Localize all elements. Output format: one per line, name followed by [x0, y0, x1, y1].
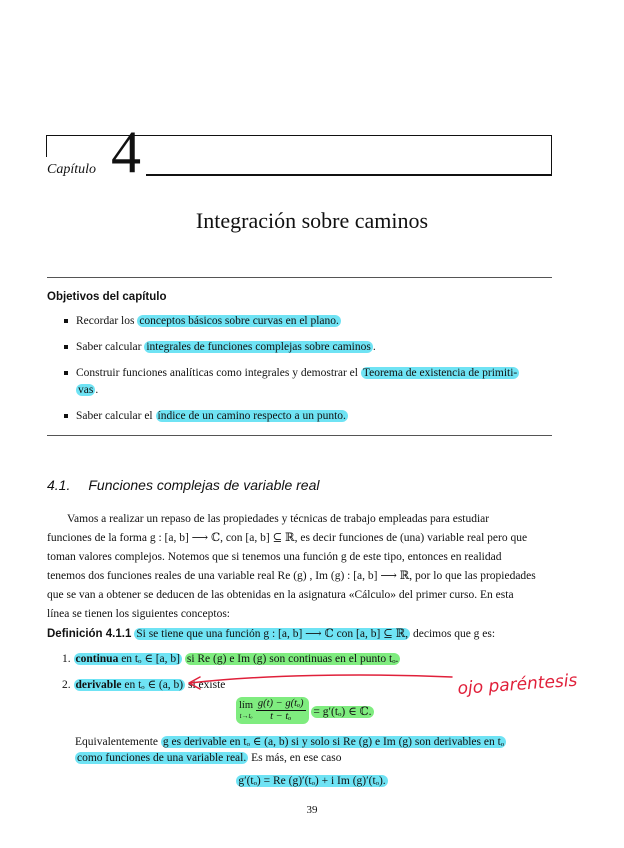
chapter-number: 4 — [111, 119, 141, 185]
objective-highlight: índice de un camino respecto a un punto. — [157, 410, 346, 422]
item-number: 2. — [62, 679, 71, 691]
equivalence-prefix: Equivalentemente — [75, 736, 161, 748]
objective-highlight: vas — [78, 384, 94, 396]
intro-line: tenemos dos funciones reales de una variable real Re (g) , Im (g) : [a, b] ⟶ ℝ, por lo que las propiedades — [47, 570, 536, 582]
equivalence-rest: Es más, en ese caso — [248, 752, 342, 764]
intro-line: funciones de la forma g : [a, b] ⟶ ℂ, con [a, b] ⊆ ℝ, es decir funciones de (una) variable real pero que — [47, 532, 528, 544]
item-condition: en tₒ ∈ (a, b) — [121, 679, 184, 691]
objective-text: Recordar los — [76, 315, 138, 327]
objectives-title: Objetivos del capítulo — [47, 291, 167, 303]
objective-text: Saber calcular — [76, 341, 145, 353]
definition-highlight: Si se tiene que una función g : [a, b] ⟶ ℂ con [a, b] ⊆ ℝ, — [136, 628, 409, 640]
decomposition-formula: g′(tₒ) = Re (g)′(tₒ) + i Im (g)′(tₒ). — [238, 775, 386, 787]
equivalence-highlight: como funciones de una variable real. — [77, 752, 247, 764]
page-number: 39 — [306, 804, 318, 816]
chapter-title: Integración sobre caminos — [195, 208, 429, 233]
annotation-arrow-line — [190, 675, 452, 683]
intro-line: línea se tienen los siguientes conceptos: — [47, 608, 230, 620]
objective-suffix: . — [95, 384, 99, 396]
annotation-text: ojo paréntesis — [456, 670, 578, 699]
fraction-denominator: t − tₒ — [270, 711, 292, 722]
item-term: derivable — [75, 679, 122, 691]
limit-operator: lím — [239, 699, 254, 711]
equivalence-highlight: g es derivable en tₒ ∈ (a, b) si y solo si Re (g) e Im (g) son derivables en tₒ — [162, 736, 505, 748]
intro-line: Vamos a realizar un repaso de las propiedades y técnicas de trabajo empleadas para estudiar — [67, 513, 490, 525]
item-condition: en tₒ ∈ [a, b] — [118, 653, 180, 665]
section-title: Funciones complejas de variable real — [88, 477, 320, 493]
item-green-highlight: si Re (g) e Im (g) son continuas en el punto tₒ. — [186, 653, 399, 665]
objective-highlight: Teorema de existencia de primiti- — [362, 367, 518, 379]
objective-highlight: conceptos básicos sobre curvas en el plano. — [139, 315, 339, 327]
objective-text: Saber calcular el — [76, 410, 156, 422]
section-number: 4.1. — [47, 477, 71, 493]
fraction-numerator: g(t) − g(tₒ) — [257, 698, 304, 709]
objective-highlight: integrales de funciones complejas sobre caminos — [146, 341, 371, 353]
derivative-result: = g′(tₒ) ∈ ℂ. — [313, 705, 372, 718]
definition-rest: decimos que g es: — [410, 628, 496, 640]
intro-line: que se van a obtener se deducen de las obtenidas en la asignatura «Cálculo» del primer curso. En esta — [47, 589, 514, 601]
limit-subscript: t→tₒ — [239, 711, 253, 720]
item-term: continua — [75, 653, 119, 665]
chapter-label: Capítulo — [47, 162, 97, 177]
intro-line: toman valores complejos. Notemos que si tenemos una función g de este tipo, entonces en realidad — [47, 551, 502, 563]
objective-suffix: . — [372, 341, 376, 353]
objective-text: Construir funciones analíticas como integrales y demostrar el — [76, 367, 361, 379]
definition-label: Definición 4.1.1 — [47, 628, 132, 640]
item-rest: si existe — [185, 679, 226, 691]
item-number: 1. — [62, 653, 71, 665]
